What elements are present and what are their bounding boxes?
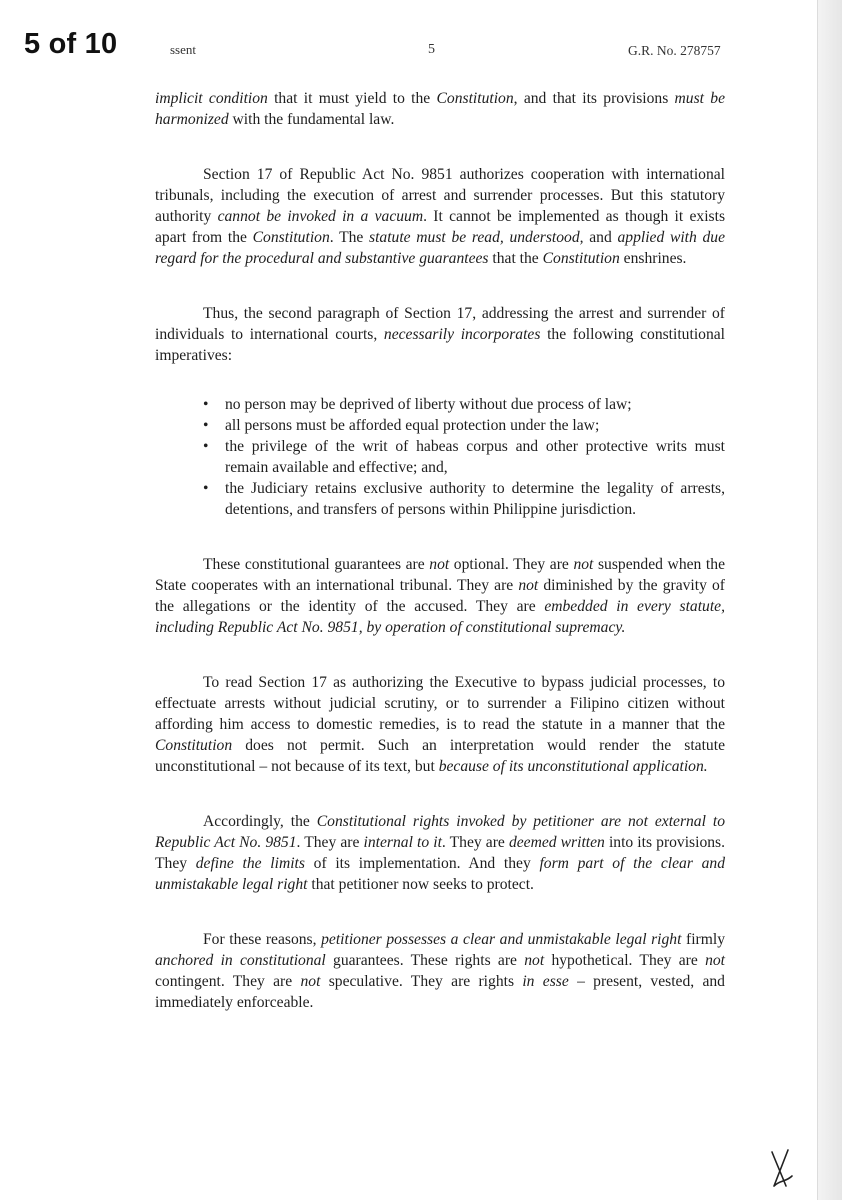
text-run: of its implementation. And they xyxy=(304,855,540,872)
emphasis-text: not xyxy=(573,556,594,573)
text-run: optional. They are xyxy=(449,556,574,573)
text-run: – present, vested, and immediately enforceable. xyxy=(155,973,725,1011)
document-body xyxy=(155,88,725,1047)
text-run: and xyxy=(583,229,618,246)
text-run: contingent. They are xyxy=(155,973,301,990)
paragraph xyxy=(155,811,725,895)
text-run: To read Section 17 as authorizing the Executive to bypass judicial processes, to effectuate arrests without judicial scrutiny, or to surrender a Filipino citizen without affording him access to domestic remedies, is to read the statute in a manner that the xyxy=(155,674,725,733)
list-item: • all persons must be afforded equal protection under the law; xyxy=(203,415,725,436)
text-run: . They are xyxy=(441,834,509,851)
signature-icon xyxy=(762,1146,802,1190)
emphasis-text: embedded in every statute, including Republic Act No. 9851, by operation of constitutional supremacy. xyxy=(155,598,725,636)
emphasis-text: define the limits xyxy=(195,855,305,872)
paragraph xyxy=(155,672,725,777)
text-run: guarantees. These rights are xyxy=(325,952,525,969)
emphasis-text: internal to it xyxy=(363,834,442,851)
header-left-text: ssent xyxy=(170,42,196,57)
emphasis-text: in esse xyxy=(522,973,569,990)
text-run: diminished by the gravity of the allegations or the identity of the accused. They are xyxy=(155,577,725,615)
text-run: suspended when the State cooperates with an international tribunal. They are xyxy=(155,556,725,594)
header-page-number: 5 xyxy=(428,42,435,57)
paragraph xyxy=(155,164,725,269)
emphasis-text: Constitution xyxy=(542,250,620,267)
text-run: firmly xyxy=(681,931,726,948)
text-run: , and that its provisions xyxy=(513,90,675,107)
text-run: These constitutional guarantees are xyxy=(203,556,430,573)
imperatives-list xyxy=(155,394,725,520)
text-run: with the fundamental law. xyxy=(228,111,395,128)
text-run: Section 17 of Republic Act No. 9851 authorizes cooperation with international tribunals, including the execution of arrest and surrender processes. But this statutory authority xyxy=(155,166,725,225)
emphasis-text: applied with due regard for the procedural and substantive guarantees xyxy=(155,229,726,267)
text-run: . The xyxy=(329,229,370,246)
text-run: Accordingly, the xyxy=(203,813,317,830)
paragraph xyxy=(155,88,725,130)
text-run: Thus, the second paragraph of Section 17, addressing the arrest and surrender of individuals to international courts, xyxy=(155,305,725,343)
header-case-number: G.R. No. 278757 xyxy=(628,43,721,58)
emphasis-text: not xyxy=(429,556,450,573)
emphasis-text: not xyxy=(524,952,545,969)
text-run: that petitioner now seeks to protect. xyxy=(307,876,534,893)
emphasis-text: Constitutional rights invoked by petitioner are not external to Republic Act No. 9851 xyxy=(155,813,725,851)
text-run: speculative. They are rights xyxy=(320,973,523,990)
emphasis-text: Constitution xyxy=(436,90,514,107)
text-run: For these reasons, xyxy=(203,931,322,948)
paragraph xyxy=(155,929,725,1013)
text-run: hypothetical. They are xyxy=(544,952,706,969)
emphasis-text: form part of the clear and unmistakable legal right xyxy=(155,855,726,893)
emphasis-text: implicit condition xyxy=(155,90,268,107)
emphasis-text: Constitution xyxy=(252,229,330,246)
list-item: • no person may be deprived of liberty without due process of law; xyxy=(203,394,725,415)
text-run: into its provisions. They xyxy=(155,834,726,872)
emphasis-text: anchored in constitutional xyxy=(155,952,326,969)
emphasis-text: not xyxy=(518,577,539,594)
text-run: . They are xyxy=(296,834,364,851)
list-item: • the privilege of the writ of habeas corpus and other protective writs must remain available and effective; and, xyxy=(203,436,725,478)
emphasis-text: Constitution xyxy=(155,737,233,754)
text-run: that it must yield to the xyxy=(267,90,437,107)
text-run: does not permit. Such an interpretation would render the statute unconstitutional – not because of its text, but xyxy=(155,737,725,775)
emphasis-text: because of its unconstitutional application. xyxy=(438,758,708,775)
list-item: • the Judiciary retains exclusive authority to determine the legality of arrests, detentions, and transfers of persons within Philippine jurisdiction. xyxy=(203,478,725,520)
emphasis-text: not xyxy=(300,973,321,990)
emphasis-text: not xyxy=(705,952,725,969)
emphasis-text: deemed written xyxy=(508,834,605,851)
paragraph xyxy=(155,554,725,638)
page-counter: 5 of 10 xyxy=(24,28,118,60)
emphasis-text: statute must be read, understood, xyxy=(369,229,584,246)
text-run: . It cannot be implemented as though it exists apart from the xyxy=(155,208,726,246)
text-run: that the xyxy=(488,250,543,267)
text-run: enshrines. xyxy=(619,250,687,267)
emphasis-text: cannot be invoked in a vacuum xyxy=(217,208,424,225)
emphasis-text: petitioner possesses a clear and unmistakable legal right xyxy=(321,931,682,948)
paragraph xyxy=(155,303,725,366)
right-scroll-edge[interactable] xyxy=(817,0,842,1200)
emphasis-text: must be harmonized xyxy=(155,90,726,128)
emphasis-text: necessarily incorporates xyxy=(383,326,541,343)
text-run: the following constitutional imperatives: xyxy=(155,326,725,364)
